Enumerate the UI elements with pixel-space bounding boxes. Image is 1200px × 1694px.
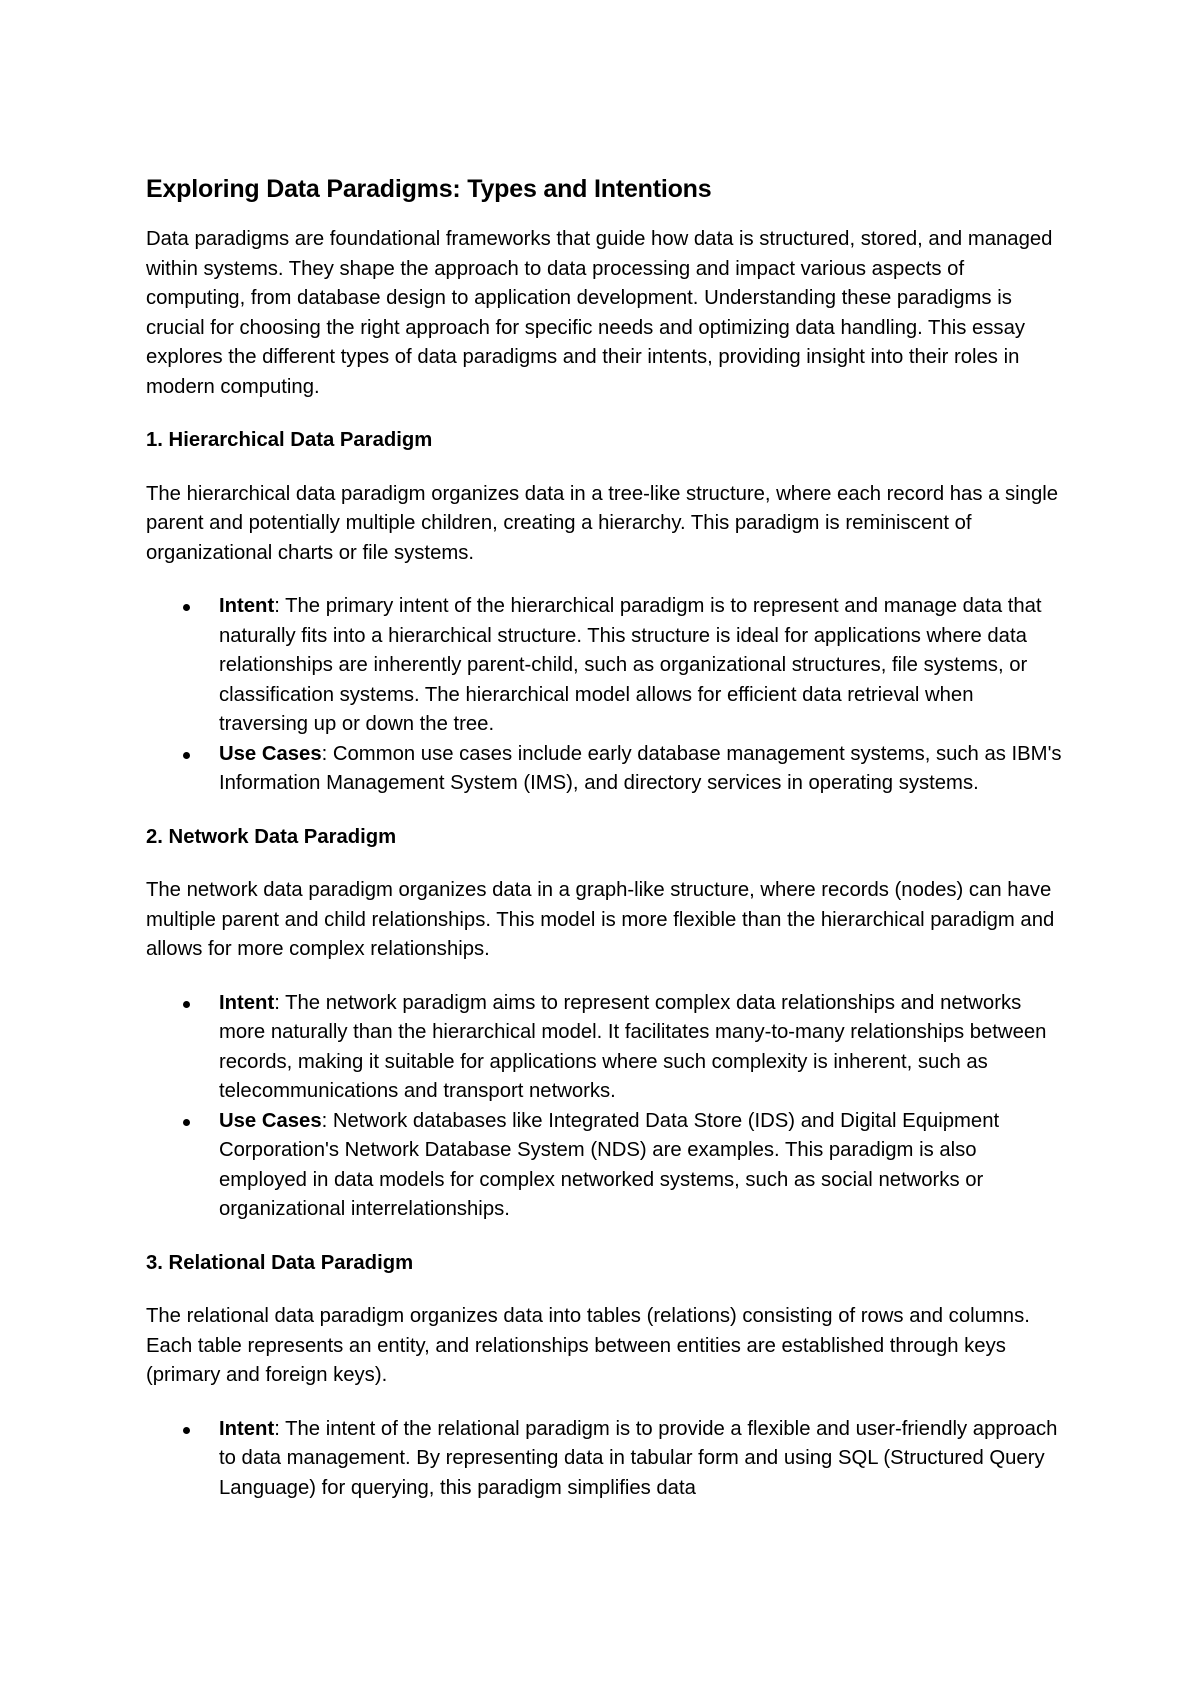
bullet-icon — [183, 1427, 190, 1434]
section-heading: 2. Network Data Paradigm — [146, 825, 397, 848]
bullet-list — [146, 1415, 1066, 1504]
section-heading: 1. Hierarchical Data Paradigm — [146, 429, 433, 451]
section-hierarchical — [146, 426, 1066, 799]
section-network — [146, 823, 1066, 1225]
bullet-icon — [183, 1001, 190, 1008]
bullet-item — [219, 989, 1066, 1107]
bullet-icon — [183, 604, 190, 611]
document-title: Exploring Data Paradigms: Types and Intentions — [146, 175, 712, 203]
bullet-item — [219, 1415, 1066, 1504]
bullet-icon — [183, 1119, 190, 1126]
bullet-item — [219, 740, 1066, 799]
bullet-icon — [183, 752, 190, 759]
bullet-term: Intent — [219, 991, 275, 1014]
bullet-term: Use Cases — [219, 1109, 322, 1132]
section-body: The hierarchical data paradigm organizes data in a tree-like structure, where each record has a single parent and potentially multiple children, creating a hierarchy. This paradigm is reminiscent of organizational charts or file systems. — [146, 482, 1059, 564]
bullet-item — [219, 592, 1066, 740]
bullet-list — [146, 989, 1066, 1225]
bullet-term: Intent — [219, 595, 275, 617]
bullet-text: : The network paradigm aims to represent complex data relationships and networks more naturally than the hierarchical model. It facilitates many-to-many relationships between records, making it suitable for applications where such complexity is inherent, such as telecommunications and transport networks. — [219, 991, 1047, 1102]
section-body: The network data paradigm organizes data in a graph-like structure, where records (nodes) can have multiple parent and child relationships. This model is more flexible than the hierarchical paradigm and allows for more complex relationships. — [146, 879, 1055, 960]
bullet-text: : The intent of the relational paradigm is to provide a flexible and user-friendly approach to data management. By representing data in tabular form and using SQL (Structured Query Language) for querying, this paradigm simplifies data — [219, 1417, 1058, 1499]
document-page — [146, 172, 1066, 1527]
bullet-text: : Network databases like Integrated Data Store (IDS) and Digital Equipment Corporation's Network Database System (NDS) are examples. This paradigm is also employed in data models for complex networked systems, such as social networks or organizational interrelationships. — [219, 1109, 1000, 1220]
section-heading: 3. Relational Data Paradigm — [146, 1251, 414, 1274]
bullet-term: Intent — [219, 1417, 275, 1440]
intro-paragraph: Data paradigms are foundational frameworks that guide how data is structured, stored, and managed within systems. They shape the approach to data processing and impact various aspects of computing, from database design to application development. Understanding these paradigms is crucial for choosing the right approach for specific needs and optimizing data handling. This essay explores the different types of data paradigms and their intents, providing insight into their roles in modern computing. — [146, 228, 1053, 398]
bullet-text: : The primary intent of the hierarchical paradigm is to represent and manage data that naturally fits into a hierarchical structure. This structure is ideal for applications where data relationships are inherently parent-child, such as organizational structures, file systems, or classification systems. The hierarchical model allows for efficient data retrieval when traversing up or down the tree. — [219, 595, 1042, 735]
section-relational — [146, 1249, 1066, 1504]
bullet-item — [219, 1107, 1066, 1225]
bullet-text: : Common use cases include early database management systems, such as IBM's Information Management System (IMS), and directory services in operating systems. — [219, 742, 1062, 794]
bullet-list — [146, 592, 1066, 799]
bullet-term: Use Cases — [219, 742, 322, 765]
section-body: The relational data paradigm organizes data into tables (relations) consisting of rows and columns. Each table represents an entity, and relationships between entities are established through keys (primary and foreign keys). — [146, 1305, 1030, 1386]
